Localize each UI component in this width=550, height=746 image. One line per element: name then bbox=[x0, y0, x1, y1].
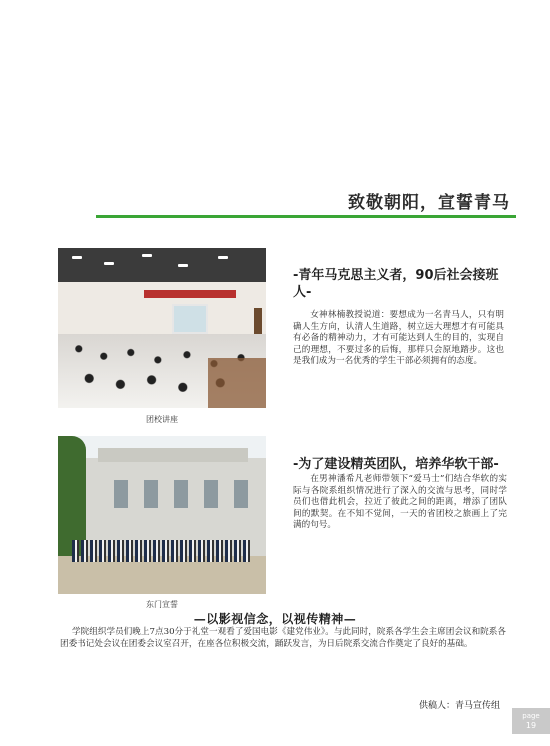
section-heading: -为了建设精英团队，培养华软干部- bbox=[293, 457, 499, 472]
desks bbox=[208, 358, 266, 408]
page-number-tag bbox=[512, 708, 550, 734]
photo-tree bbox=[58, 436, 86, 556]
ceiling-light bbox=[104, 262, 114, 265]
film-section-body: 学院组织学员们晚上7点30分于礼堂一观看了爱国电影《建党伟业》。与此同时，院系各学生会主席团会议和院系各团委书记处会议在团委会议室召开，在座各位积极交流，踊跃发言，为日后院系交流合作奠定了良好的基础。 bbox=[60, 627, 506, 649]
section-body: 女神林楠教授说道：要想成为一名青马人，只有明确人生方向，认清人生道路，树立远大理想才有可能具有必备的精神动力，才有可能达到人生的目的，实现自己的理想，不要过多的后悔，那样只会原地踏步。这也是我们成为一名优秀的学生干部必须拥有的态度。 bbox=[293, 310, 504, 367]
photo-ceiling bbox=[58, 248, 266, 282]
contributor-credit: 供稿人：青马宣传组 bbox=[418, 701, 500, 711]
students-group bbox=[72, 540, 252, 562]
section-body: 在男神潘希凡老师带领下“爱马士”们结合华软的实际与各院系组织情况进行了深入的交流与思考，同时学员们也借此机会，拉近了彼此之间的距离，增添了团队间的默契。在不知不觉间，一天的省团校之旅画上了完满的句号。 bbox=[293, 474, 507, 531]
oath-photo bbox=[58, 436, 266, 594]
title-rule bbox=[96, 215, 516, 218]
photo-banner bbox=[144, 290, 236, 298]
building-window bbox=[114, 480, 128, 508]
ceiling-light bbox=[218, 256, 228, 259]
page-number: 19 bbox=[525, 721, 537, 730]
projector-screen bbox=[172, 304, 208, 334]
building-window bbox=[144, 480, 158, 508]
ceiling-light bbox=[142, 254, 152, 257]
building-window bbox=[234, 480, 248, 508]
building-window bbox=[204, 480, 218, 508]
photo-caption: 东门宣誓 bbox=[146, 600, 178, 609]
photo-roof bbox=[98, 448, 248, 462]
film-section-heading: —以影视信念，以视传精神— bbox=[193, 612, 357, 626]
photo-caption: 团校讲座 bbox=[146, 415, 178, 424]
building-window bbox=[174, 480, 188, 508]
page-title: 致敬朝阳，宣誓青马 bbox=[348, 193, 510, 213]
ceiling-light bbox=[178, 264, 188, 267]
section-heading: -青年马克思主义者，90后社会接班人- bbox=[293, 268, 499, 300]
page-label: page bbox=[522, 712, 540, 720]
ceiling-light bbox=[72, 256, 82, 259]
lecture-photo bbox=[58, 248, 266, 408]
